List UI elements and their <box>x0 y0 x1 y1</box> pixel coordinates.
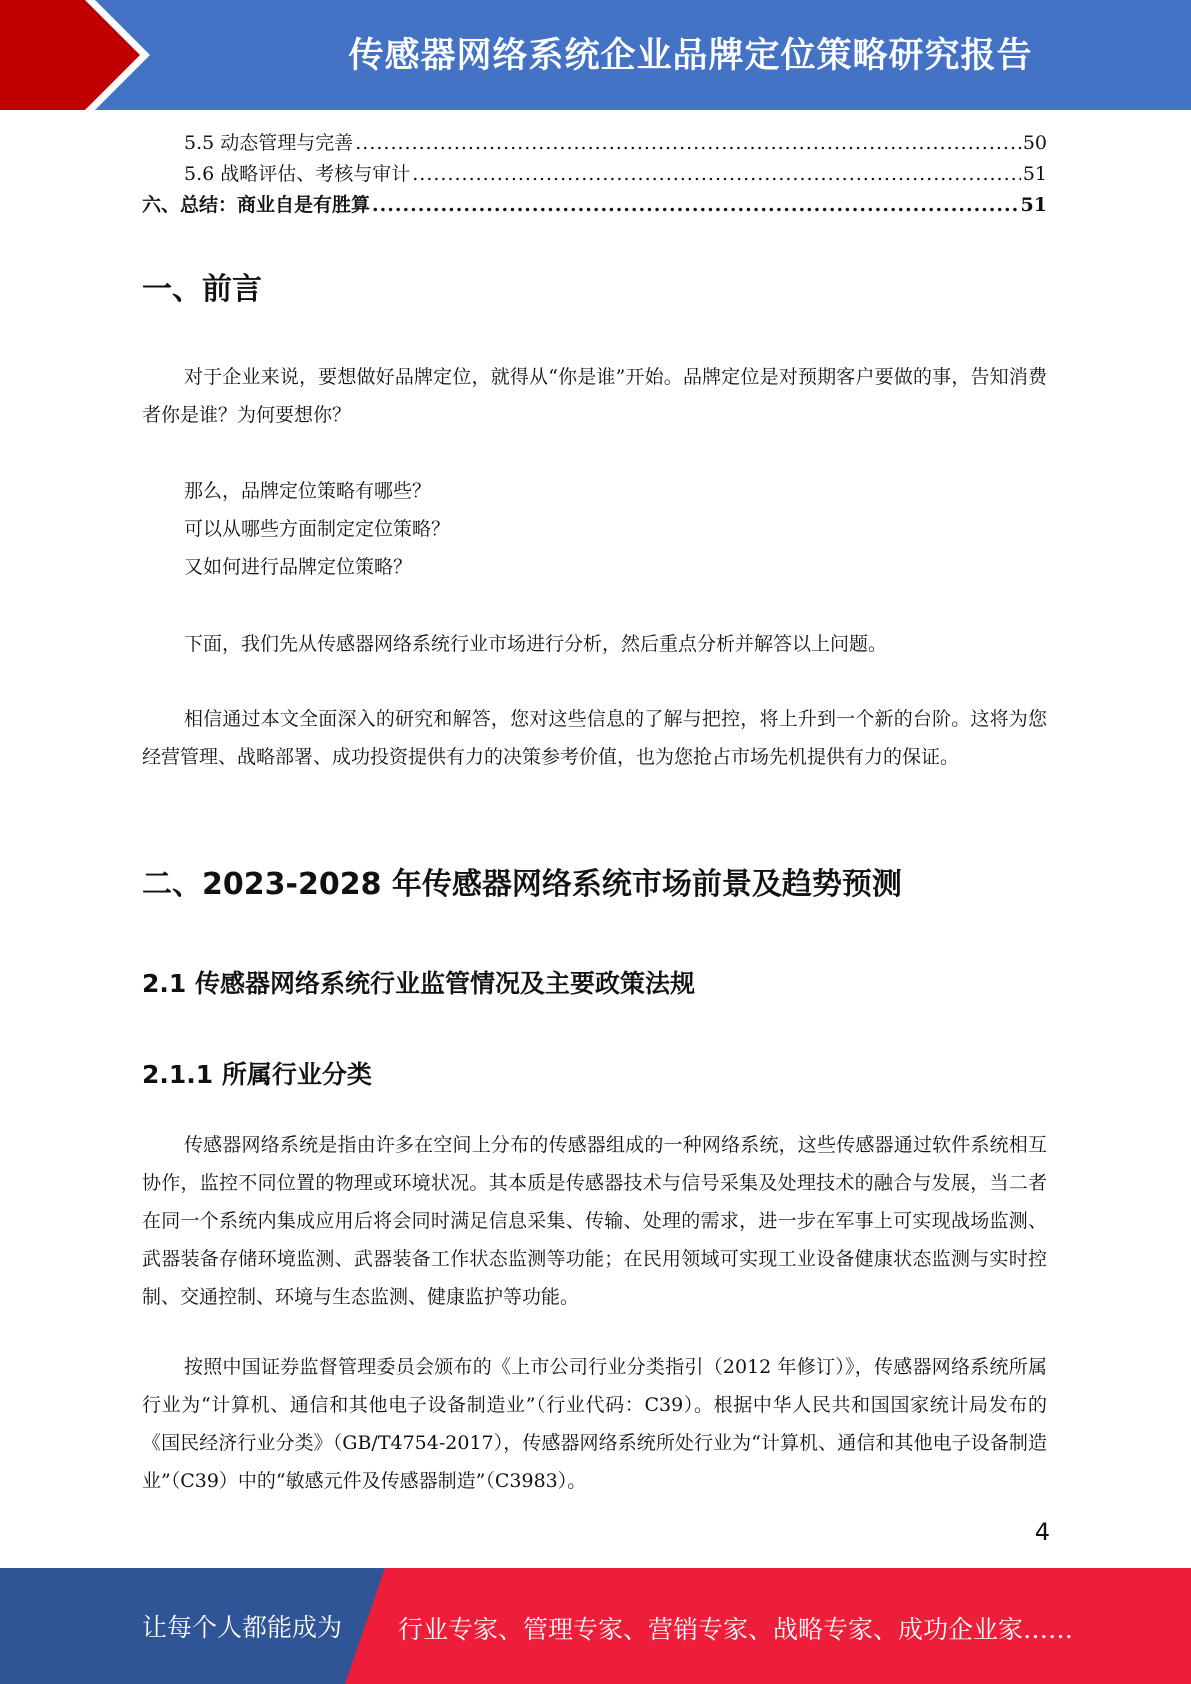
toc-entry-label: 六、总结：商业自是有胜算 <box>142 194 371 216</box>
chapter-2-heading: 二、2023-2028 年传感器网络系统市场前景及趋势预测 <box>142 867 902 902</box>
toc-leader-dots <box>372 190 1019 220</box>
header-banner <box>0 0 1191 110</box>
question-line: 可以从哪些方面制定定位策略？ <box>184 518 451 540</box>
preface-paragraph: 相信通过本文全面深入的研究和解答，您对这些信息的了解与把控，将上升到一个新的台阶。这将为您经营管理、战略部署、成功投资提供有力的决策参考价值，也为您抢占市场先机提供有力的保证。 <box>142 708 1047 768</box>
footer-banner <box>0 1568 1191 1684</box>
preface-heading: 一、前言 <box>142 272 262 307</box>
question-line: 又如何进行品牌定位策略？ <box>184 556 413 578</box>
preface-paragraph: 对于企业来说，要想做好品牌定位，就得从“你是谁”开始。品牌定位是对预期客户要做的事，告知消费者你是谁？为何要想你？ <box>142 366 1047 426</box>
toc-entry[interactable] <box>142 159 1047 189</box>
toc-entry-page: 51 <box>1020 194 1047 216</box>
footer-slogan-right: 行业专家、管理专家、营销专家、战略专家、成功企业家…… <box>398 1615 1074 1644</box>
toc-entry-label: 5.5 动态管理与完善 <box>184 132 354 154</box>
industry-classification-paragraph: 传感器网络系统是指由许多在空间上分布的传感器组成的一种网络系统，这些传感器通过软件系统相互协作，监控不同位置的物理或环境状况。其本质是传感器技术与信号采集及处理技术的融合与发展，当二者在同一个系统内集成应用后将会同时满足信息采集、传输、处理的需求，进一步在军事上可实现战场监测、武器装备存储环境监测、武器装备工作状态监测等功能；在民用领域可实现工业设备健康状态监测与实时控制、交通控制、环境与生态监测、健康监护等功能。 <box>142 1134 1047 1308</box>
preface-paragraph: 下面，我们先从传感器网络系统行业市场进行分析，然后重点分析并解答以上问题。 <box>184 633 888 655</box>
footer-slogan-left: 让每个人都能成为 <box>142 1613 343 1642</box>
industry-classification-paragraph: 按照中国证券监督管理委员会颁布的《上市公司行业分类指引（2012 年修订）》，传感器网络系统所属行业为“计算机、通信和其他电子设备制造业”（行业代码：C39）。根据中华人民共和国国家统计局发布的《国民经济行业分类》（GB/T4754-2017），传感器网络系统所处行业为“计算机、通信和其他电子设备制造业”（C39）中的“敏感元件及传感器制造”（C3983）。 <box>142 1356 1047 1492</box>
toc-leader-dots <box>412 159 1021 189</box>
toc-entry[interactable] <box>142 190 1047 220</box>
report-title: 传感器网络系统企业品牌定位策略研究报告 <box>348 36 1033 76</box>
section-2-1-1-heading: 2.1.1 所属行业分类 <box>142 1060 372 1089</box>
toc-entry[interactable] <box>142 128 1047 158</box>
question-line: 那么，品牌定位策略有哪些？ <box>184 480 432 502</box>
toc-entry-page: 51 <box>1022 163 1047 185</box>
toc-leader-dots <box>355 128 1021 158</box>
section-2-1-heading: 2.1 传感器网络系统行业监管情况及主要政策法规 <box>142 969 695 998</box>
page-number: 4 <box>1034 1518 1050 1546</box>
toc-entry-label: 5.6 战略评估、考核与审计 <box>184 163 411 185</box>
toc-entry-page: 50 <box>1022 132 1047 154</box>
